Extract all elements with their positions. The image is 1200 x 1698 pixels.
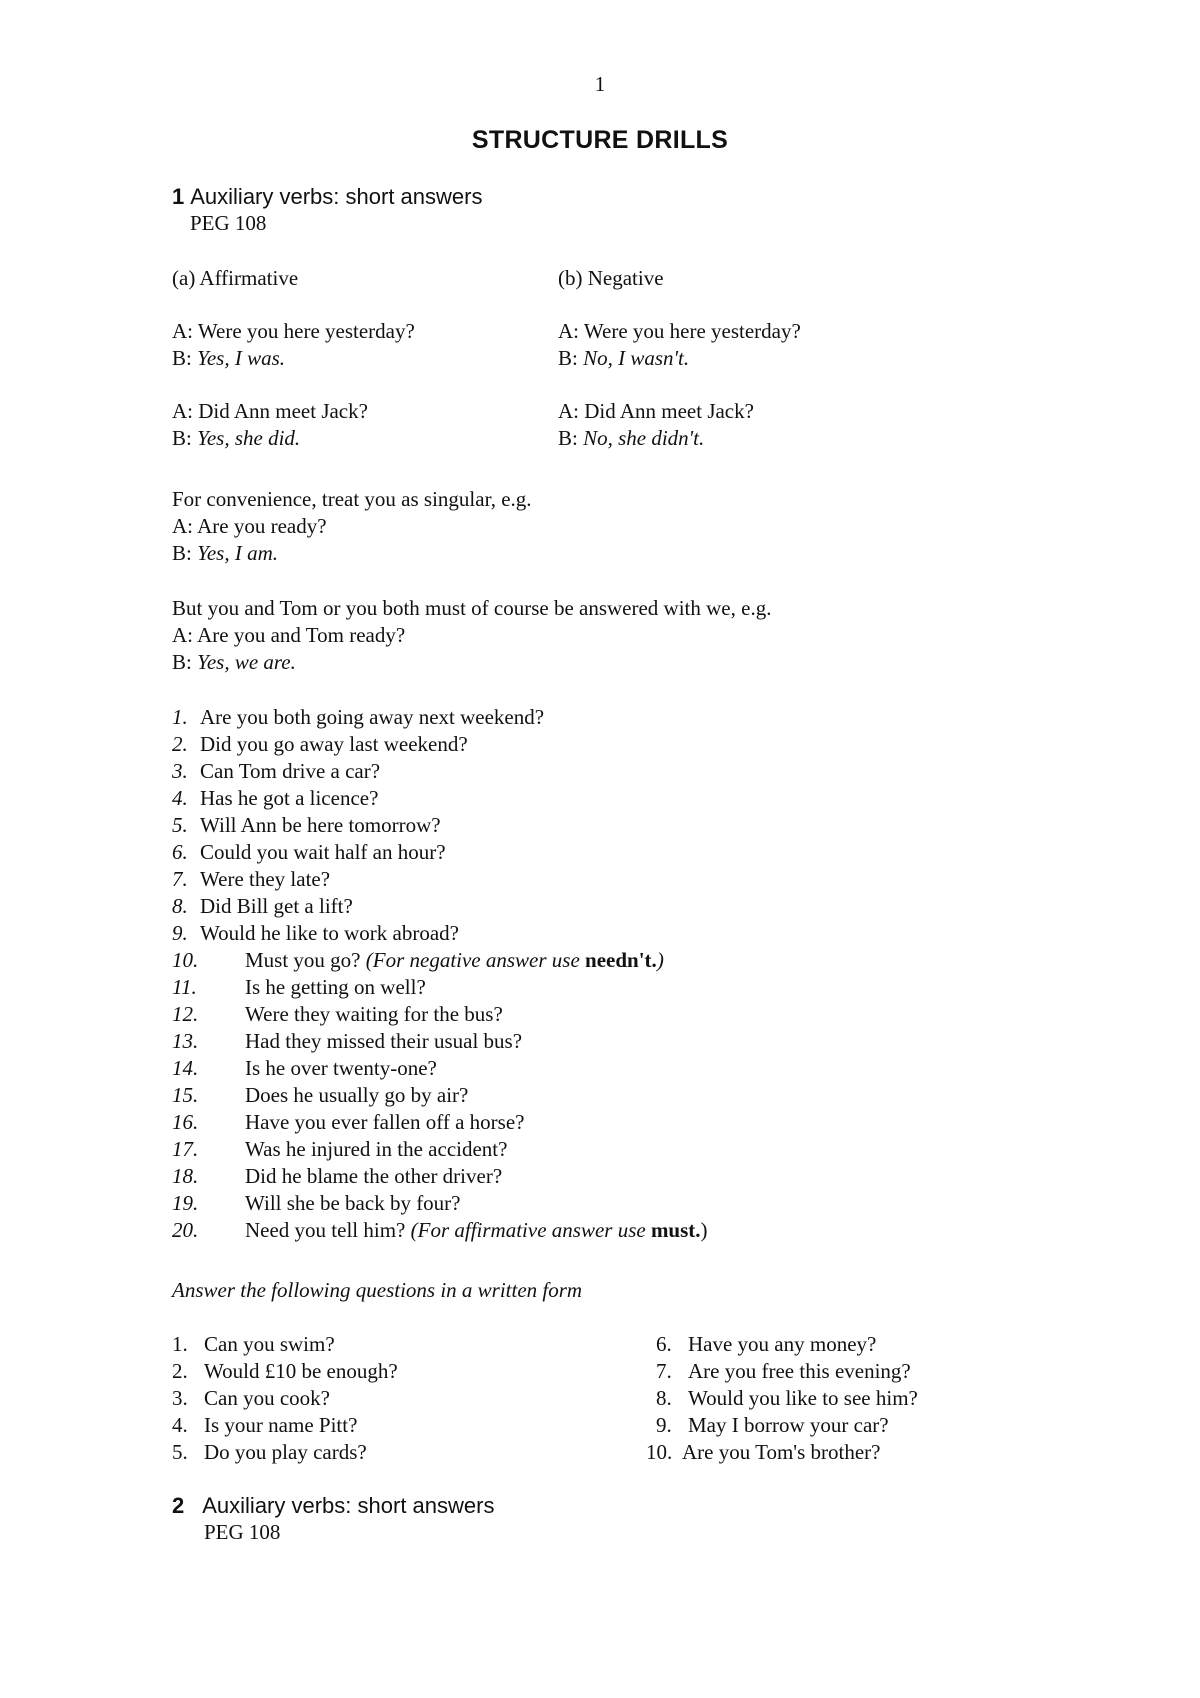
- list-item: 8. Did Bill get a lift?: [172, 894, 353, 918]
- list-item: 13. Had they missed their usual bus?: [172, 1029, 523, 1053]
- section-1-number: 1: [172, 184, 185, 209]
- col-b-title: (b) Negative: [558, 266, 664, 290]
- section-2-heading: [172, 1492, 494, 1519]
- page-title: STRUCTURE DRILLS: [471, 126, 729, 154]
- note-1-text: For convenience, treat you as singular, e.g.: [172, 487, 532, 511]
- note-2-question: A: Are you and Tom ready?: [172, 623, 406, 647]
- note-2-text: But you and Tom or you both must of course be answered with we, e.g.: [172, 596, 772, 620]
- list-item: 15. Does he usually go by air?: [172, 1083, 469, 1107]
- written-list-right: [646, 1331, 918, 1466]
- list-item: 3. Can you cook?: [172, 1386, 330, 1410]
- exercise-list: [172, 704, 708, 1244]
- example-b2-answer: B: No, she didn't.: [558, 426, 705, 450]
- section-2-number: 2: [172, 1493, 185, 1518]
- list-item: 7. Were they late?: [172, 867, 331, 891]
- list-item: 10. Must you go? (For negative answer use needn't.): [172, 948, 664, 972]
- col-a-title: (a) Affirmative: [172, 266, 299, 290]
- section-1-heading: [172, 183, 482, 210]
- example-a2-question: A: Did Ann meet Jack?: [172, 399, 368, 423]
- note-plural: [172, 595, 771, 676]
- list-item: 1. Are you both going away next weekend?: [172, 705, 545, 729]
- example-b1-question: A: Were you here yesterday?: [558, 319, 801, 343]
- list-item: 10. Are you Tom's brother?: [646, 1440, 881, 1464]
- page-number: 1: [594, 72, 606, 96]
- note-2-answer: B: Yes, we are.: [172, 650, 296, 674]
- list-item: 8. Would you like to see him?: [656, 1386, 918, 1410]
- list-item: 14. Is he over twenty-one?: [172, 1056, 437, 1080]
- example-a1-question: A: Were you here yesterday?: [172, 319, 415, 343]
- list-item: 20. Need you tell him? (For affirmative answer use must.): [172, 1218, 708, 1242]
- list-item: 9. Would he like to work abroad?: [172, 921, 459, 945]
- list-item: 19. Will she be back by four?: [172, 1191, 461, 1215]
- written-list-left: [172, 1331, 398, 1466]
- section-1-header: [172, 183, 482, 237]
- list-item: 18. Did he blame the other driver?: [172, 1164, 503, 1188]
- list-item: 9. May I borrow your car?: [656, 1413, 889, 1437]
- section-2-ref: PEG 108: [204, 1520, 281, 1544]
- list-item: 2. Did you go away last weekend?: [172, 732, 468, 756]
- section-2-title: Auxiliary verbs: short answers: [202, 1493, 495, 1518]
- list-item: 12. Were they waiting for the bus?: [172, 1002, 503, 1026]
- example-a1-answer: B: Yes, I was.: [172, 346, 286, 370]
- example-a2-answer: B: Yes, she did.: [172, 426, 301, 450]
- section-1-title: Auxiliary verbs: short answers: [190, 184, 483, 209]
- list-item: 7. Are you free this evening?: [656, 1359, 911, 1383]
- list-item: 2. Would £10 be enough?: [172, 1359, 398, 1383]
- column-affirmative: [172, 265, 415, 452]
- column-negative: [558, 265, 801, 452]
- written-instruction: Answer the following questions in a written form: [172, 1278, 583, 1302]
- list-item: 3. Can Tom drive a car?: [172, 759, 381, 783]
- list-item: 1. Can you swim?: [172, 1332, 335, 1356]
- list-item: 4. Has he got a licence?: [172, 786, 379, 810]
- note-1-question: A: Are you ready?: [172, 514, 327, 538]
- example-b2-question: A: Did Ann meet Jack?: [558, 399, 754, 423]
- list-item: 6. Could you wait half an hour?: [172, 840, 446, 864]
- list-item: 16. Have you ever fallen off a horse?: [172, 1110, 525, 1134]
- note-1-answer: B: Yes, I am.: [172, 541, 278, 565]
- example-b1-answer: B: No, I wasn't.: [558, 346, 690, 370]
- list-item: 6. Have you any money?: [656, 1332, 877, 1356]
- section-2-header: [172, 1492, 494, 1546]
- list-item: 17. Was he injured in the accident?: [172, 1137, 508, 1161]
- list-item: 11. Is he getting on well?: [172, 975, 426, 999]
- list-item: 5. Do you play cards?: [172, 1440, 367, 1464]
- note-singular: [172, 486, 532, 567]
- section-1-ref: PEG 108: [190, 211, 267, 235]
- list-item: 4. Is your name Pitt?: [172, 1413, 358, 1437]
- list-item: 5. Will Ann be here tomorrow?: [172, 813, 441, 837]
